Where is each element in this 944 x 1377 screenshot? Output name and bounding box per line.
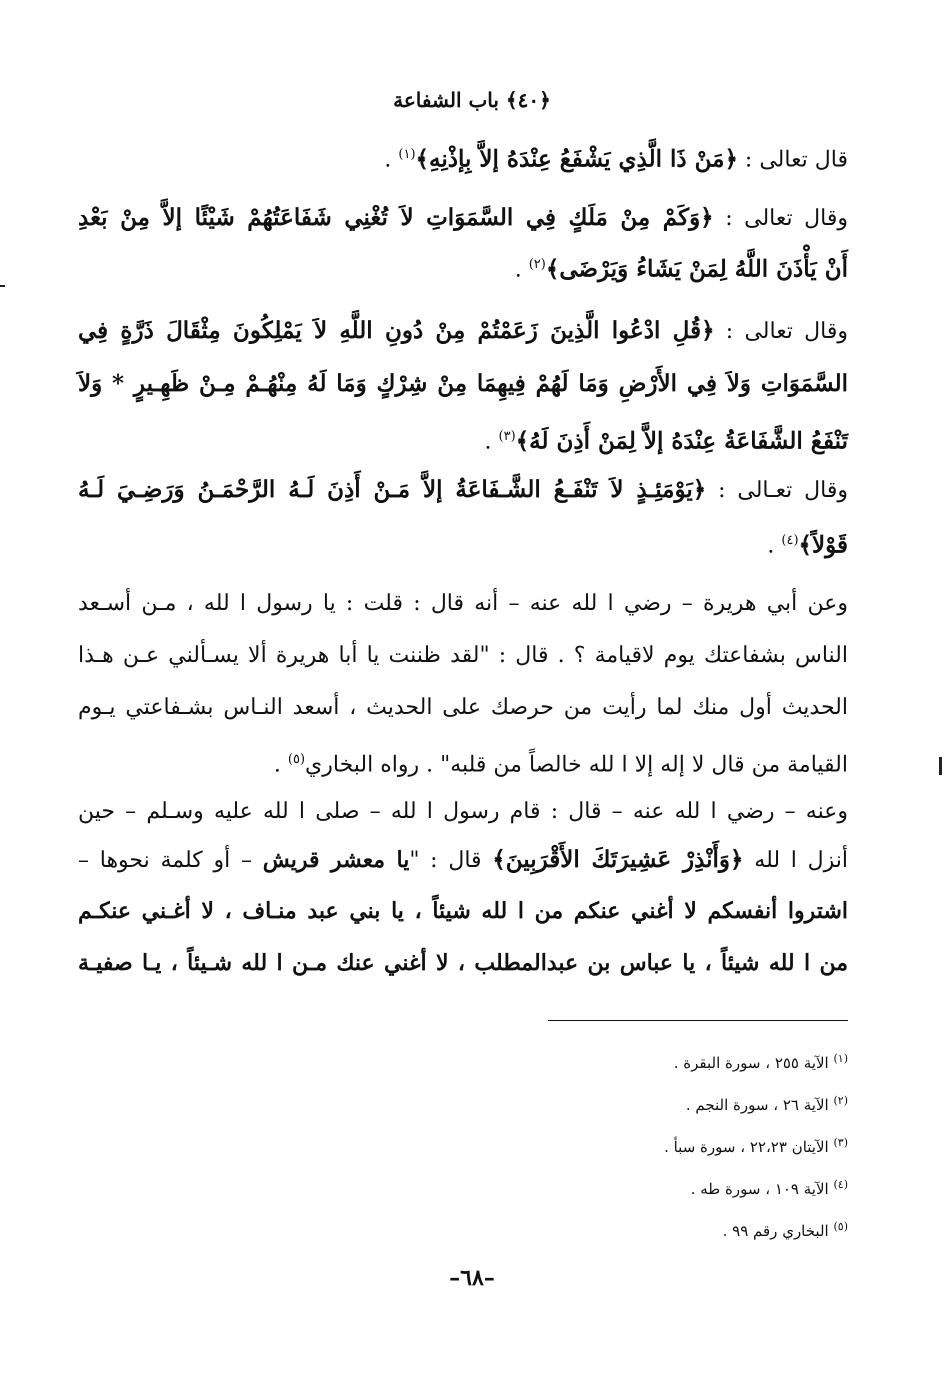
prophet-speech: يا معشر قريش <box>262 847 410 873</box>
verse-intro: وقال تعـالى : <box>706 478 848 503</box>
quran-text: أَنْ يَأْذَنَ اللَّهُ لِمَنْ يَشَاءُ وَيَرْضَى﴾ <box>545 255 848 283</box>
hadith-line: الحديث أول منك لما رأيت من حرصك على الحديث ، أسعد النـاس بشـفاعتي يـوم <box>78 695 848 720</box>
footnote <box>400 1082 848 1124</box>
footnote-text: الآية ٢٦ ، سورة النجم . <box>685 1096 829 1114</box>
footnote-number: (١) <box>833 1052 848 1065</box>
footnote-text: البخاري رقم ٩٩ . <box>722 1222 829 1240</box>
quran-text: ﴿مَنْ ذَا الَّذِي يَشْفَعُ عِنْدَهُ إلاَّ بِإذْنِهِ﴾ <box>415 145 738 173</box>
hadith-text: أنزل ا لله <box>743 848 849 873</box>
page-number: –٦٨– <box>449 1265 495 1291</box>
footnote-ref: (٤) <box>781 533 799 548</box>
prophet-speech-line: من ا لله شيئاً ، يا عباس بن عبدالمطلب ، لا أغني عنك مـن ا لله شـيئاً ، يـا صفيـة <box>78 950 848 976</box>
hadith-text: – أو كلمة نحوها – <box>78 848 263 873</box>
verse-line <box>78 242 848 293</box>
hadith-line: وعنه – رضي ا لله عنه – قال : قام رسول ا لله – صلى ا لله عليه وسـلم – حين <box>78 799 848 824</box>
footnote <box>400 1040 848 1082</box>
hadith-paragraph-1 <box>78 578 848 791</box>
verse-paragraph-2 <box>78 195 848 293</box>
punctuation: . <box>767 533 782 559</box>
footnote-ref: (٢) <box>528 257 546 272</box>
footnote-number: (٥) <box>833 1220 848 1233</box>
footnote-ref: (٥) <box>287 752 306 767</box>
quran-text: قَوْلاً﴾ <box>798 531 848 559</box>
footnote-number: (٤) <box>833 1178 848 1191</box>
punctuation: . <box>484 429 499 455</box>
verse-paragraph-4 <box>78 465 848 571</box>
prophet-speech-line: اشتروا أنفسكم لا أغني عنكم من ا لله شيئاً ، يا بني عبد منـاف ، لا أغـني عنكـم <box>78 898 848 924</box>
hadith-line: الناس بشفاعتك يوم لاقيامة ؟ . قال : "لقد ظننت يا أبا هريرة ألا يسـألني عـن هـذا <box>78 643 848 668</box>
quran-text: السَّمَوَاتِ وَلاَ فِي الأَرْضِ وَمَا لَهُمْ فِيهِمَا مِنْ شِرْكٍ وَمَا لَهُ مِنْهُـمْ مِـنْ ظَهِـيرٍ * وَلاَ <box>78 370 848 397</box>
verse-intro: وقال تعالى : <box>714 319 848 344</box>
footnote-text: الآية ٢٥٥ ، سورة البقرة . <box>673 1054 829 1072</box>
verse-line <box>78 305 848 358</box>
verse-line <box>78 358 848 411</box>
quran-text: تَنْفَعُ الشَّفَاعَةُ عِنْدَهُ إلاَّ لِمَنْ أَذِنَ لَهُ﴾ <box>515 427 848 455</box>
verse-intro: قال تعالى : <box>737 147 848 173</box>
footnote <box>400 1208 848 1250</box>
hadith-paragraph-2 <box>78 788 848 989</box>
footnote-separator <box>548 1020 848 1021</box>
footnotes <box>400 1040 848 1250</box>
verse-line <box>78 516 848 571</box>
scan-mark <box>939 757 942 775</box>
footnote-ref: (١) <box>398 147 416 162</box>
footnote-text: الآية ١٠٩ ، سورة طه . <box>690 1180 829 1198</box>
verse-line <box>78 195 848 242</box>
quran-text: ﴿وَكَمْ مِنْ مَلَكٍ فِي السَّمَوَاتِ لاَ تُغْنِي شَفَاعَتُهُمْ شَيْئًا إلاَّ مِنْ بَعْدِ <box>78 204 714 231</box>
footnote-ref: (٣) <box>498 429 516 444</box>
scan-mark <box>0 285 5 287</box>
footnote <box>400 1124 848 1166</box>
footnote-number: (٣) <box>833 1136 848 1149</box>
verse-intro: وقال تعالى : <box>713 206 848 231</box>
verse-line <box>78 411 848 468</box>
verse-line <box>78 140 848 175</box>
hadith-text: قال : " <box>409 848 493 873</box>
quran-text: ﴿قُلِ ادْعُوا الَّذِينَ زَعَمْتُمْ مِنْ دُونِ اللَّهِ لاَ يَمْلِكُونَ مِثْقَالَ ذَرَّةٍ فِي <box>78 317 715 344</box>
punctuation: . <box>384 147 399 173</box>
punctuation: . <box>514 257 529 283</box>
verse-paragraph-1 <box>78 140 848 175</box>
verse-paragraph-3 <box>78 305 848 468</box>
hadith-text: القيامة من قال لا إله إلا ا لله خالصاً من قلبه" . رواه البخاري <box>305 752 848 778</box>
footnote <box>400 1166 848 1208</box>
quran-text: ﴿يَوْمَئِـذٍ لاَ تَنْفَـعُ الشَّـفَاعَةُ إلاَّ مَـنْ أَذِنَ لَـهُ الرَّحْمَـنُ وَرَضِـيَ لَـهُ <box>78 476 707 503</box>
quran-text: ﴿وَأَنْذِرْ عَشِيرَتَكَ الأَقْرَبِينَ﴾ <box>492 846 744 873</box>
punctuation: . <box>273 752 288 778</box>
hadith-line <box>78 734 848 791</box>
chapter-title: ﴿٤٠﴾ باب الشفاعة <box>393 88 551 112</box>
hadith-line: وعن أبي هريرة – رضي ا لله عنه – أنه قال : قلت : يا رسول ا لله ، مـن أسـعد <box>78 591 849 616</box>
footnote-number: (٢) <box>833 1094 848 1107</box>
hadith-line <box>78 836 848 885</box>
footnote-text: الآيتان ٢٢،٢٣ ، سورة سبأ . <box>664 1138 829 1156</box>
verse-line <box>78 465 848 516</box>
